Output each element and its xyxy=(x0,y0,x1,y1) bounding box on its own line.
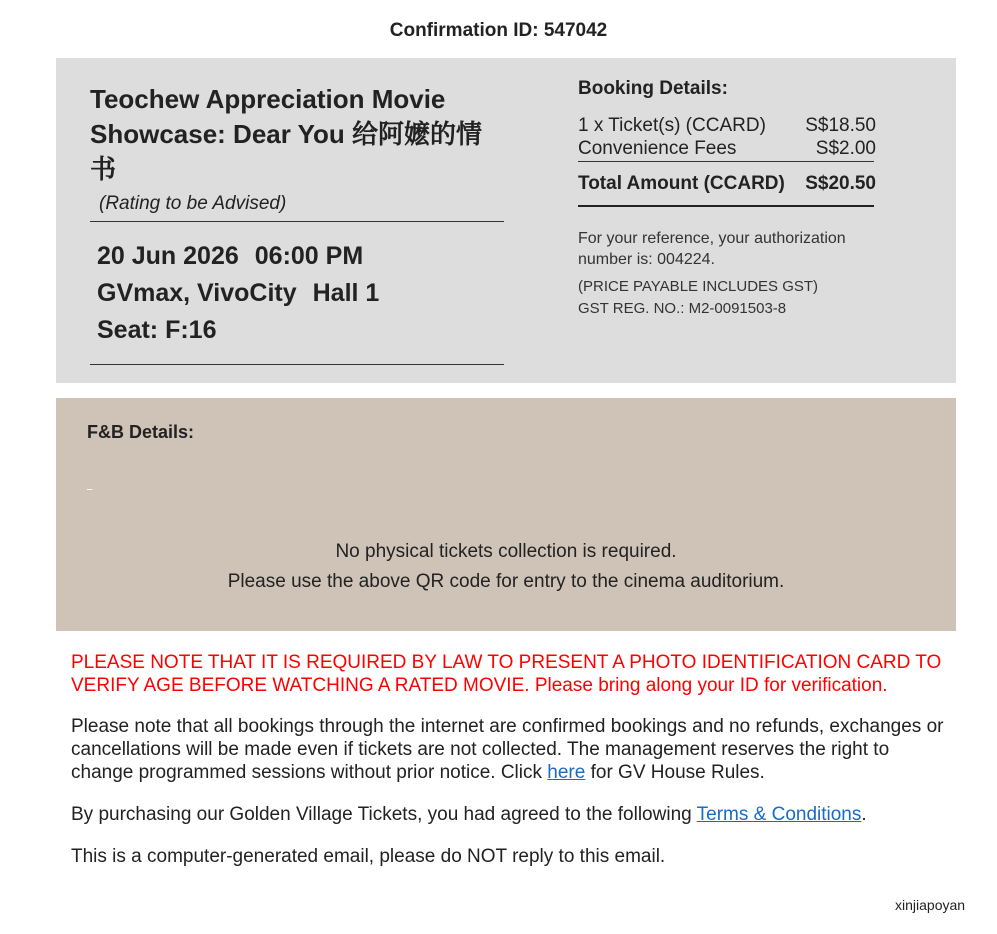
auto-email-notice: This is a computer-generated email, please do NOT reply to this email. xyxy=(71,846,666,867)
cinema-venue: GVmax, VivoCity xyxy=(97,279,297,307)
ticket-line xyxy=(578,114,876,137)
confirmation-id: Confirmation ID: 547042 xyxy=(389,20,608,41)
photo-id-warning: PLEASE NOTE THAT IT IS REQUIRED BY LAW TO PRESENT A PHOTO IDENTIFICATION CARD TO VERIFY AGE BEFORE WATCHING A RATED MOVIE. Please bring along your ID for verification. xyxy=(71,652,942,696)
seat-number: Seat: F:16 xyxy=(97,316,217,344)
movie-info xyxy=(90,82,504,349)
house-rules-text: for GV House Rules. xyxy=(590,762,765,783)
total-amount: S$20.50 xyxy=(805,173,876,194)
ticket-amount: S$18.50 xyxy=(805,115,876,136)
fnb-panel xyxy=(56,398,956,631)
fees-divider xyxy=(578,161,874,162)
ticket-label: 1 x Ticket(s) (CCARD) xyxy=(578,115,766,136)
movie-rating: (Rating to be Advised) xyxy=(99,193,287,214)
terms-conditions-link[interactable]: Terms & Conditions xyxy=(696,804,862,825)
total-divider xyxy=(578,205,874,207)
fees-amount: S$2.00 xyxy=(815,138,876,159)
legal-notices xyxy=(71,651,951,868)
gst-reg-number: GST REG. NO.: M2-0091503-8 xyxy=(578,300,787,317)
gst-inclusive-note: (PRICE PAYABLE INCLUDES GST) xyxy=(578,278,819,295)
watermark: xinjiapoyan xyxy=(895,897,966,913)
booking-panel xyxy=(56,58,956,383)
show-time: 06:00 PM xyxy=(254,242,364,270)
venue-row xyxy=(97,275,504,312)
house-rules-link[interactable]: here xyxy=(547,762,586,783)
collection-note xyxy=(56,537,956,597)
booking-policy-text: Please note that all bookings through the internet are confirmed bookings and no refunds, exchanges or cancellations will be made even if tickets are not collected. The management reserves the right to change programmed sessions without prior notice. Click xyxy=(71,716,944,783)
terms-end: . xyxy=(861,804,867,825)
show-date: 20 Jun 2026 xyxy=(97,242,239,270)
collection-note-line: No physical tickets collection is required. xyxy=(335,541,677,562)
booking-details-heading: Booking Details: xyxy=(578,78,728,99)
total-label: Total Amount (CCARD) xyxy=(578,173,785,194)
booking-details xyxy=(578,78,876,320)
terms-notice xyxy=(71,803,951,826)
showtime-row xyxy=(97,238,504,275)
fnb-divider-mark xyxy=(87,489,92,490)
showtime-divider xyxy=(90,364,504,365)
fnb-heading: F&B Details: xyxy=(87,422,195,442)
fees-label: Convenience Fees xyxy=(578,138,737,159)
terms-text: By purchasing our Golden Village Tickets, you had agreed to the following xyxy=(71,804,692,825)
booking-policy xyxy=(71,715,951,784)
gst-info xyxy=(578,276,876,320)
authorization-text: For your reference, your authorization number is: 004224. xyxy=(578,230,846,268)
cinema-hall: Hall 1 xyxy=(312,279,380,307)
showtime-info xyxy=(90,222,504,349)
qr-entry-note: Please use the above QR code for entry to the cinema auditorium. xyxy=(227,571,785,592)
total-line xyxy=(578,173,876,195)
movie-title: Teochew Appreciation Movie Showcase: Dear You 给阿嬷的情书 xyxy=(90,84,483,184)
fees-line xyxy=(578,137,876,160)
